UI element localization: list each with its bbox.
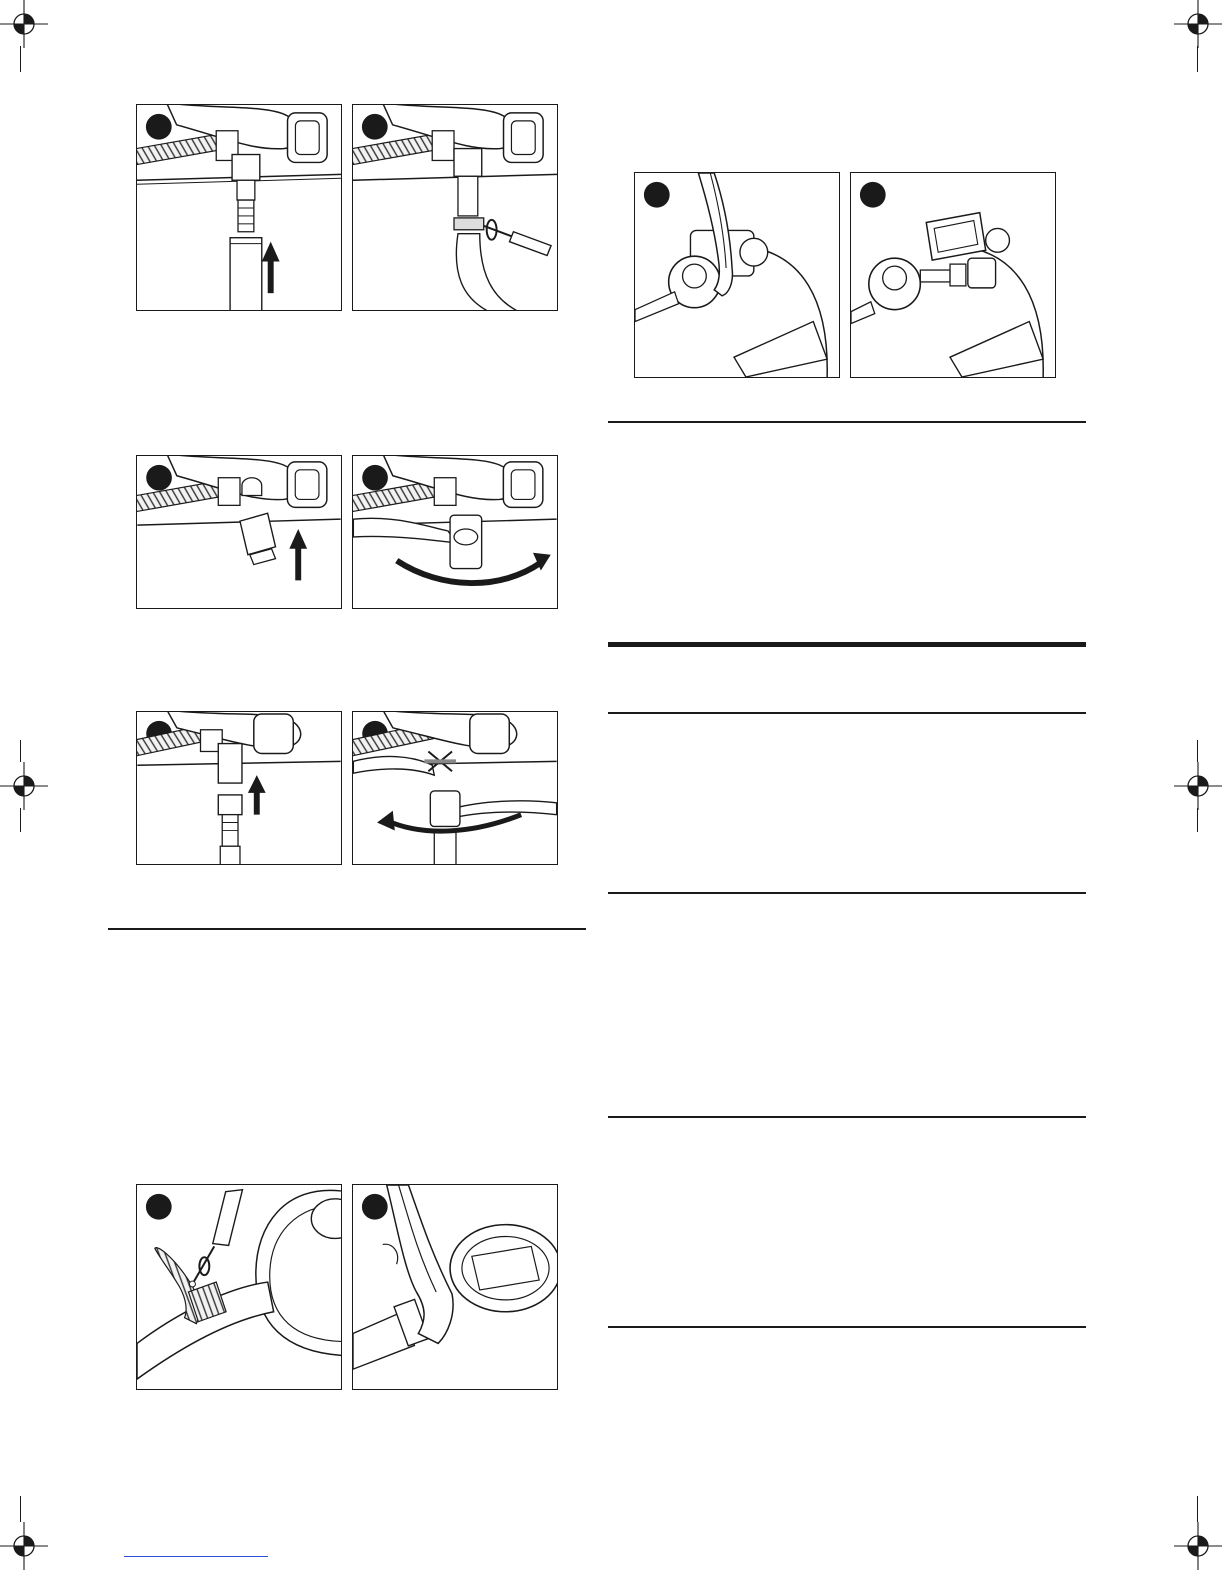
section-divider xyxy=(608,892,1086,894)
crop-mark xyxy=(20,740,21,762)
arrow-up-icon xyxy=(262,242,280,293)
figure-clamp-tighten xyxy=(352,104,558,311)
wrench-icon xyxy=(353,515,481,568)
crosshair-icon xyxy=(1174,1522,1222,1570)
arrow-up-icon xyxy=(289,529,307,580)
step-marker xyxy=(146,114,172,140)
figure-threaded-hose-push xyxy=(136,711,342,865)
section-divider xyxy=(608,421,1086,423)
figure-regulator-clamp xyxy=(136,1184,342,1390)
crop-mark xyxy=(20,1496,21,1522)
figure-regulator-wrench xyxy=(352,1184,558,1390)
heading-bar xyxy=(608,642,1086,647)
footer-link-underline[interactable] xyxy=(124,1556,268,1557)
arrow-up-icon xyxy=(248,775,266,814)
crosshair-icon xyxy=(1174,762,1222,810)
screwdriver-icon xyxy=(484,220,551,256)
figure-bottle-regulator xyxy=(850,172,1056,378)
crosshair-icon xyxy=(1174,0,1222,48)
section-divider xyxy=(608,1326,1086,1328)
figure-adapter-push xyxy=(136,455,342,609)
crop-mark xyxy=(1197,46,1198,72)
crop-mark xyxy=(1197,740,1198,762)
crop-mark xyxy=(20,808,21,832)
figure-bottle-wrench xyxy=(634,172,840,378)
crop-mark xyxy=(1197,1496,1198,1522)
screwdriver-icon xyxy=(189,1186,242,1287)
section-divider xyxy=(608,1116,1086,1118)
crop-mark xyxy=(1197,808,1198,832)
figure-hose-push xyxy=(136,104,342,311)
section-divider xyxy=(608,712,1086,714)
wrench-icon xyxy=(353,756,556,826)
crosshair-icon xyxy=(0,0,48,48)
figure-adapter-wrench xyxy=(352,455,558,609)
figure-two-wrenches xyxy=(352,711,558,865)
crosshair-icon xyxy=(0,1522,48,1570)
crop-mark xyxy=(20,46,21,72)
crosshair-icon xyxy=(0,762,48,810)
section-divider xyxy=(108,928,586,930)
